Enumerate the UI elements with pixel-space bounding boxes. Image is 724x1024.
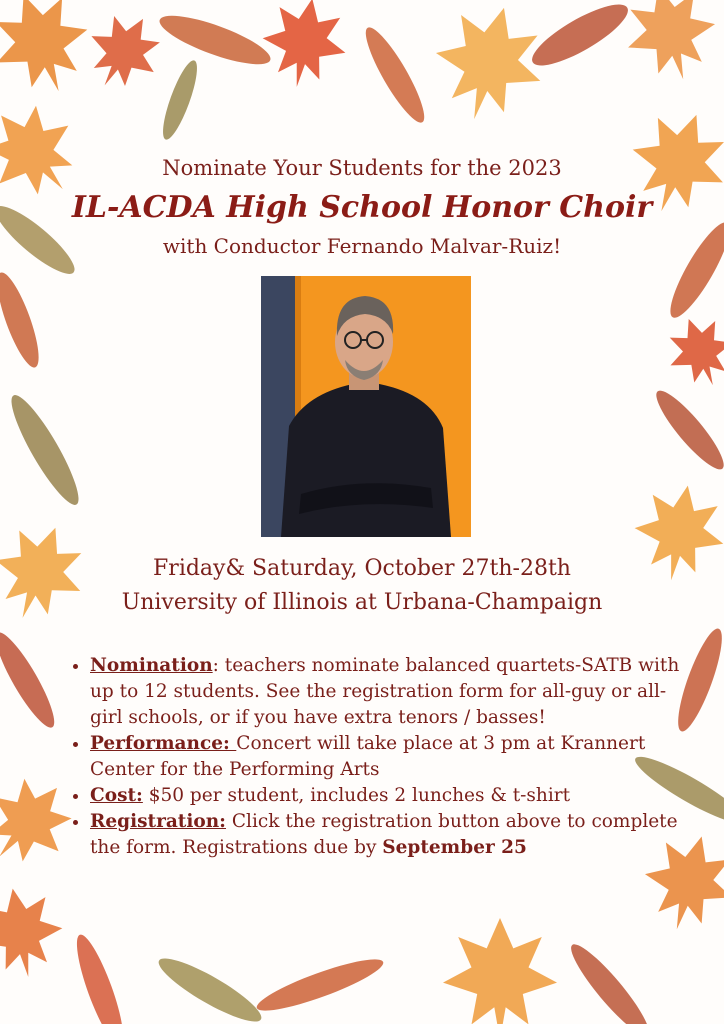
leaf-left-3 [0, 269, 47, 372]
event-venue: University of Illinois at Urbana-Champaign [121, 590, 603, 615]
leaf-top-3 [155, 6, 275, 73]
leaf-top-1 [0, 0, 104, 108]
leaf-top-7 [525, 0, 635, 76]
registration-label: Registration: [90, 811, 226, 832]
detail-registration [90, 809, 694, 861]
leaf-left-6 [0, 627, 63, 734]
detail-performance [90, 731, 694, 783]
leaf-bottom-4 [443, 918, 557, 1024]
detail-nomination [90, 653, 694, 731]
leaf-top-8 [615, 0, 724, 91]
conductor-photo [261, 276, 471, 537]
event-dates: Friday& Saturday, October 27th-28th [153, 556, 571, 581]
cost-text: $50 per student, includes 2 lunches & t-shirt [142, 785, 571, 806]
leaf-top-6 [422, 0, 556, 133]
detail-cost [90, 783, 694, 809]
registration-text: Click the registration button above to complete the form. Registrations due by [90, 811, 678, 858]
subtitle: Nominate Your Students for the 2023 [162, 156, 562, 180]
conductor-portrait-illustration [261, 276, 471, 537]
leaf-bottom-2 [152, 949, 267, 1024]
leaf-bottom-3 [253, 951, 388, 1020]
performance-label: Performance: [90, 733, 237, 754]
leaf-right-3 [658, 308, 724, 397]
leaf-top-5 [357, 22, 432, 129]
leaf-left-4 [2, 389, 88, 511]
leaf-bottom-1 [69, 931, 132, 1024]
leaf-left-8 [0, 881, 70, 984]
nomination-text: : teachers nominate balanced quartets-SATB with up to 12 students. See the registration form for all-guy or all-girl schools, or if you have extra tenors / basses! [90, 655, 680, 728]
performance-text: Concert will take place at 3 pm at Krannert Center for the Performing Arts [90, 733, 646, 780]
leaf-top-2 [73, 1, 174, 104]
leaf-right-4 [648, 384, 724, 477]
leaf-right-2 [661, 216, 724, 324]
registration-deadline: September 25 [382, 837, 527, 858]
cost-label: Cost: [90, 785, 143, 806]
leaf-bottom-5 [563, 937, 657, 1024]
leaf-top-4 [255, 0, 353, 94]
nomination-label: Nomination [90, 655, 213, 676]
page-title: IL-ACDA High School Honor Choir [71, 190, 653, 225]
conductor-line: with Conductor Fernando Malvar-Ruiz! [162, 234, 562, 258]
leaf-top-9 [157, 57, 204, 143]
details-list [68, 653, 694, 861]
